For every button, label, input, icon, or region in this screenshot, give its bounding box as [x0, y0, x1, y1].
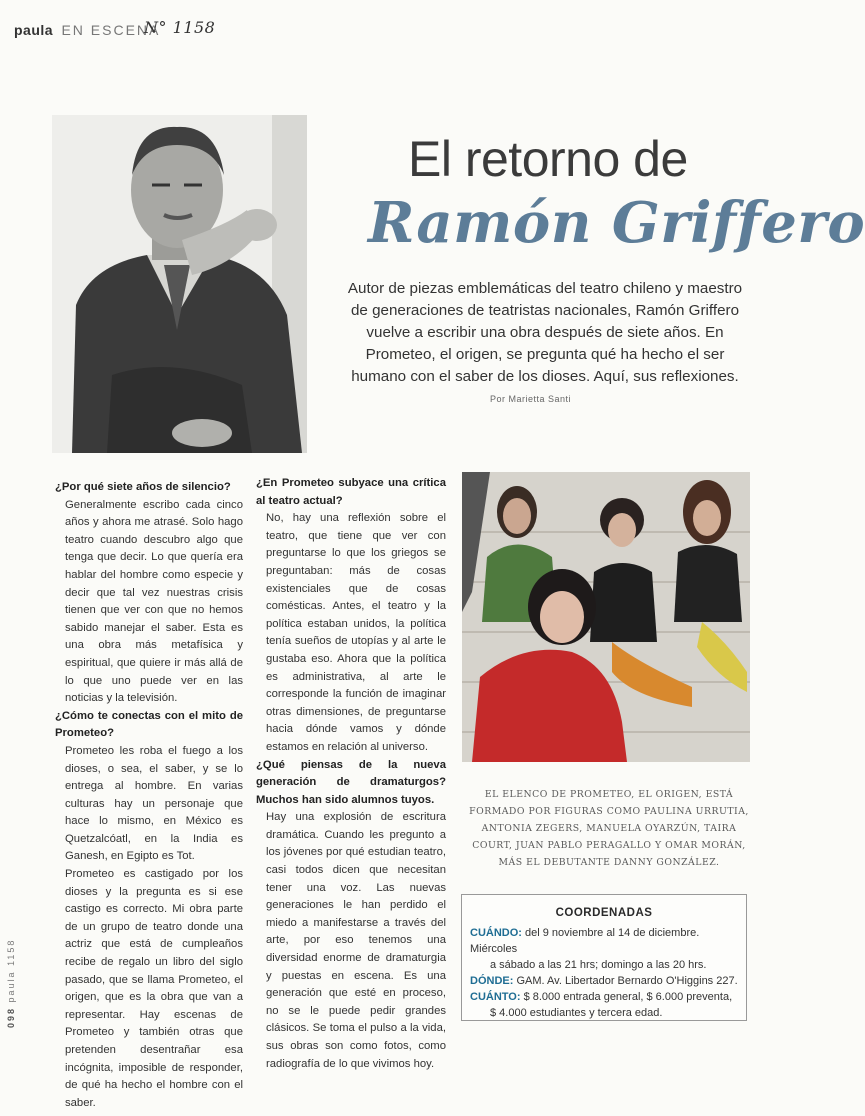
photo-caption: EL ELENCO DE PROMETEO, EL ORIGEN, ESTÁ FORMADO POR FIGURAS COMO PAULINA URRUTIA, ANTONIA ZEGERS, MANUELA OYARZÚN, TAIRA COURT, JUAN PABLO PERAGALLO Y OMAR MORÁN, MÁS EL DEBUTANTE DANNY GONZÁLEZ. [469, 789, 749, 868]
when-cont: a sábado a las 21 hrs; domingo a las 20 hrs. [490, 959, 707, 971]
price-cont: $ 4.000 estudiantes y tercera edad. [490, 1007, 663, 1019]
where-text: GAM. Av. Libertador Bernardo O'Higgins 227. [516, 975, 738, 987]
magazine-header [14, 18, 216, 38]
lede-line: humano con el saber de los dioses. Aquí, sus reflexiones. [351, 368, 739, 385]
when-label: CUÁNDO: [470, 927, 522, 939]
answer: Prometeo les roba el fuego a los dioses, o sea, el saber, y se lo entrega al hombre. En varias culturas hay un personaje que hace lo mismo, en México es Quetzalcóatl, en la India es Ganesh, en Egipto es Tot. [65, 744, 243, 863]
price-label: CUÁNTO: [470, 991, 521, 1003]
question: ¿Por qué siete años de silencio? [55, 481, 231, 493]
interview-column-2 [256, 475, 446, 1073]
coordinates-box [461, 894, 747, 1021]
portrait-illustration [52, 115, 307, 453]
interview-column-1 [55, 479, 243, 1112]
answer: No, hay una reflexión sobre el teatro, que tiene que ver con preguntarse lo que los griegos se preguntaban: más de cosas existenciales que de cosas comésticas. Antes, el teatro y la política estaban unidos, la política tenía sueños de utopías y al arte le gustaba eso. Ahora que la política es administrativa, al arte le corresponde la función de imaginar otras dimensiones, de preguntarse hacia dónde vamos y dónde estamos en relación al universo. [266, 512, 446, 753]
article-title-line2: Ramón Griffero [368, 190, 865, 256]
lede-line: vuelve a escribir una obra después de siete años. En [366, 324, 724, 341]
lede-line: de generaciones de teatristas nacionales, Ramón Griffero [350, 302, 740, 319]
question: ¿Qué piensas de la nueva generación de dramaturgos? Muchos han sido alumnos tuyos. [256, 758, 446, 806]
when-row [462, 925, 746, 957]
question: ¿En Prometeo subyace una crítica al teatro actual? [256, 477, 446, 507]
answer: Hay una explosión de escritura dramática. Cuando les pregunto a los jóvenes por qué estudian teatro, casi todos dicen que necesitan tener una voz. Las nuevas generaciones le han perdido el miedo a manifestarse a través del arte, por eso tenemos una diversidad enorme de dramaturgia y puestas en escena. Es una generación que esté en proceso, no se le puede pedir grandes clásicos. Se toma el pulso a la vida, sus obras son como fotos, como radiografía de lo que vivimos hoy. [266, 811, 446, 1070]
lede-line: Autor de piezas emblemáticas del teatro chileno y maestro [347, 280, 743, 297]
folio-text: paula 1158 [6, 938, 16, 1003]
byline: Por Marietta Santi [490, 394, 572, 404]
answer: Prometeo es castigado por los dioses y la pregunta es si ese castigo es correcto. Mi obra parte de un grupo de teatro donde una actriz que está de cumpleaños recibe de regalo un libro del siglo pasado, que se llama Prometeo, el origen, que es la obra que van a representar. Hay escenas de Prometeo y también otras que pretenden desentrañar esa incógnita, imposible de responder, de qué ha hecho el hombre con el saber. [65, 868, 243, 1109]
where-row [462, 973, 746, 989]
lede-line: Prometeo, el origen, se pregunta qué ha hecho el ser [365, 346, 725, 363]
section-name: EN ESCENA [61, 22, 161, 38]
article-lede [340, 278, 750, 388]
where-label: DÓNDE: [470, 975, 514, 987]
portrait-photo [52, 115, 307, 453]
vertical-folio [6, 939, 16, 1028]
when-text: del 9 noviembre al 14 de diciembre. Miércoles [470, 927, 700, 955]
article-title-line1: El retorno de [408, 131, 688, 187]
answer: Generalmente escribo cada cinco años y ahora me atrasé. Solo hago teatro cuando descubro algo que tenga que decir. Lo que quería era hablar del hombre como especie y decir que tal vez nuestras crisis tienen que ver con que no hemos sabido manejar el saber. Esta es una obra más metafísica y espiritual, que quiere ir más allá de lo que uno puede ver en las noticias y la televisión. [65, 498, 243, 705]
handwritten-issue-note: N° 1158 [144, 18, 216, 37]
cast-illustration [462, 472, 750, 762]
cast-photo [462, 472, 750, 762]
price-row [462, 989, 746, 1005]
price-text: $ 8.000 entrada general, $ 6.000 preventa, [523, 991, 733, 1003]
magazine-brand: paula [14, 22, 54, 38]
question: ¿Cómo te conectas con el mito de Prometeo? [55, 709, 243, 740]
page-number: 098 [6, 1006, 16, 1028]
box-title: COORDENADAS [555, 907, 653, 919]
